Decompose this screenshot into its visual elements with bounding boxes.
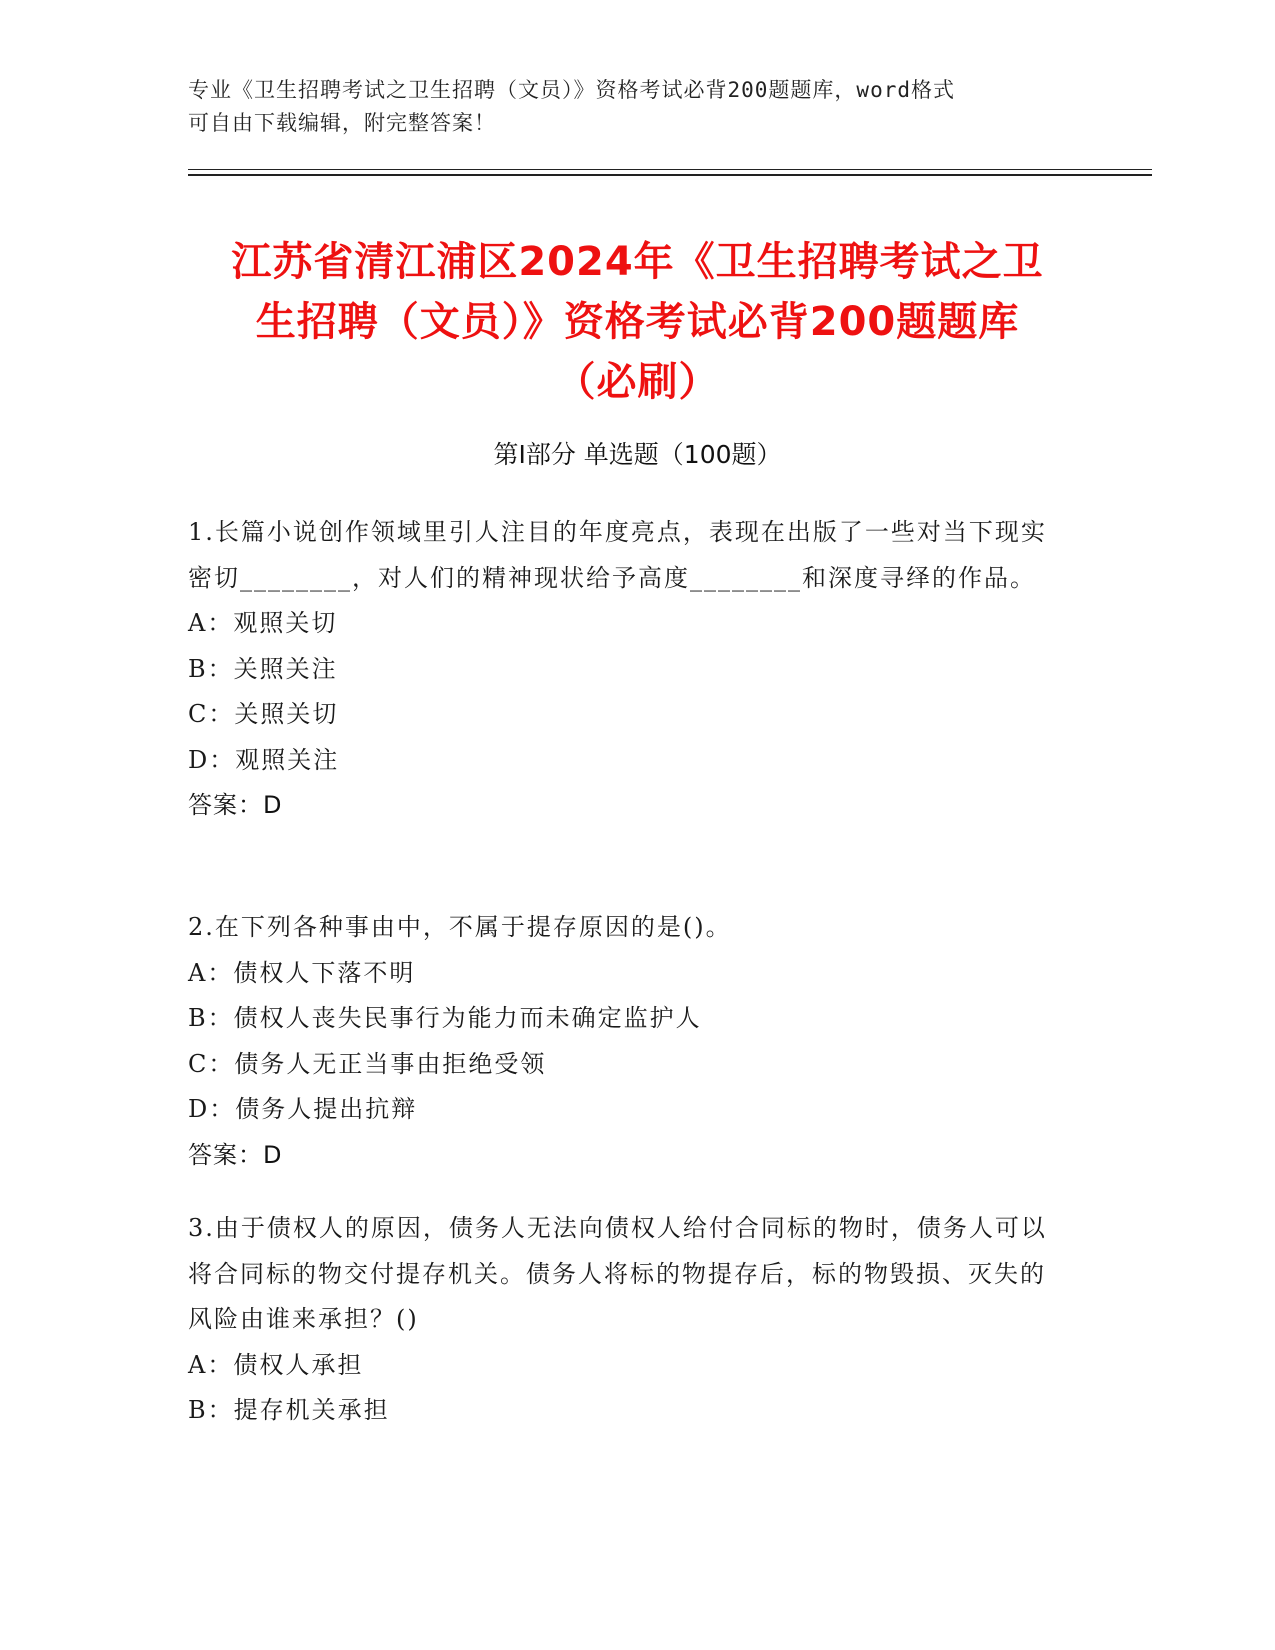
option-d: D：债务人提出抗辩 xyxy=(188,1095,418,1123)
header-note-line-1: 专业《卫生招聘考试之卫生招聘（文员）》资格考试必背200题题库，word格式 xyxy=(188,78,955,102)
option-c: C：债务人无正当事由拒绝受领 xyxy=(188,1049,547,1078)
option-c: C：关照关切 xyxy=(188,700,339,728)
document-title xyxy=(140,232,1135,412)
header-note-line-2: 可自由下载编辑，附完整答案！ xyxy=(188,111,496,135)
question-stem: 1.长篇小说创作领域里引人注目的年度亮点，表现在出版了一些对当下现实密切________，对人们的精神现状给予高度________和深度寻绎的作品。 xyxy=(188,518,1047,592)
question-stem: 2.在下列各种事由中，不属于提存原因的是()。 xyxy=(188,913,732,941)
question-stem: 3.由于债权人的原因，债务人无法向债权人给付合同标的物时，债务人可以将合同标的物交付提存机关。债务人将标的物提存后，标的物毁损、灭失的风险由谁来承担？() xyxy=(188,1214,1047,1333)
question-1 xyxy=(188,510,1068,829)
section-heading: 第Ⅰ部分 单选题（100题） xyxy=(493,440,782,469)
option-b: B：提存机关承担 xyxy=(188,1396,390,1424)
answer: 答案：D xyxy=(188,1140,283,1169)
option-a: A：债权人承担 xyxy=(188,1350,364,1379)
document-title-line-2: 生招聘（文员）》资格考试必背200题题库 xyxy=(255,299,1020,345)
option-d: D：观照关注 xyxy=(188,745,340,774)
answer: 答案：D xyxy=(188,791,283,819)
question-3 xyxy=(188,1206,1068,1434)
question-2 xyxy=(188,905,1068,1178)
document-title-line-1: 江苏省清江浦区2024年《卫生招聘考试之卫 xyxy=(231,239,1044,285)
document-title-line-3: （必刷） xyxy=(555,359,720,405)
header-note xyxy=(188,74,1068,140)
header-rule-thick xyxy=(188,174,1152,176)
option-b: B：债权人丧失民事行为能力而未确定监护人 xyxy=(188,1004,702,1032)
option-a: A：债权人下落不明 xyxy=(188,958,416,987)
option-b: B：关照关注 xyxy=(188,654,338,683)
header-rule-thin xyxy=(188,169,1152,170)
option-a: A：观照关切 xyxy=(188,609,338,637)
